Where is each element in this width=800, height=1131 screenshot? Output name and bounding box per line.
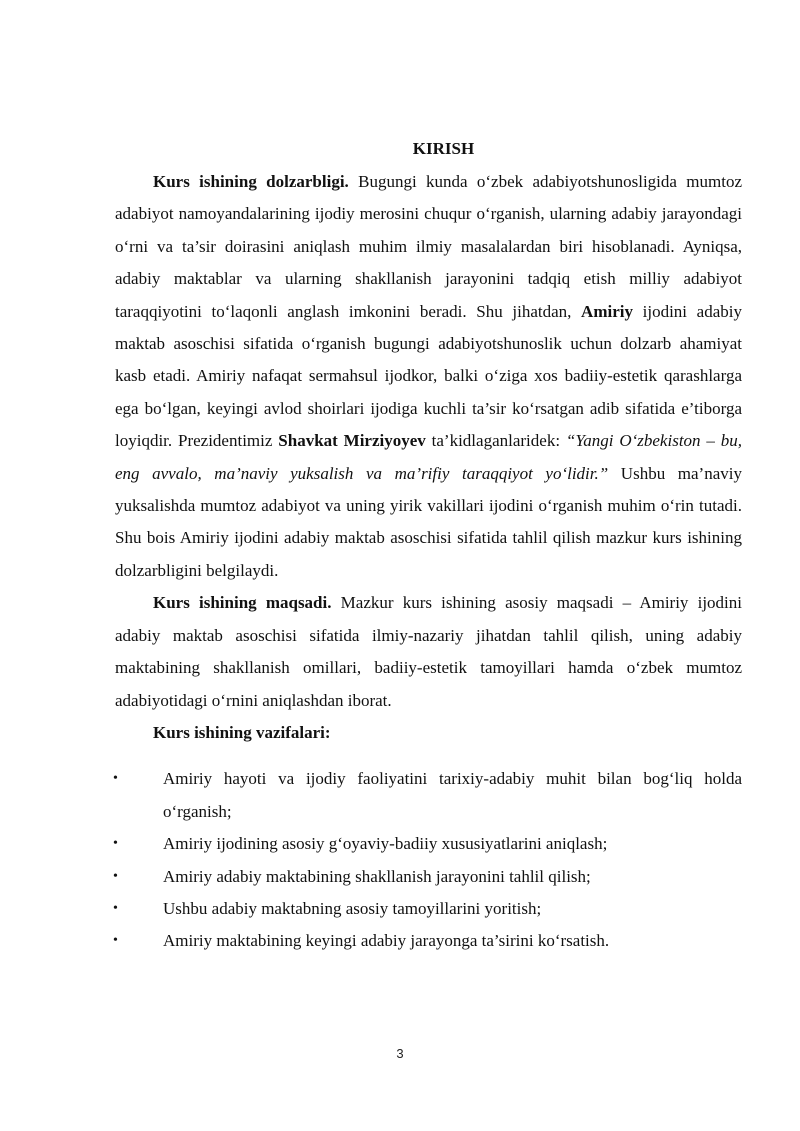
task-text: Amiriy hayoti va ijodiy faoliyatini tarixiy-adabiy muhit bilan bog‘liq holda o‘rganish; xyxy=(163,769,742,821)
bullet-icon: • xyxy=(113,836,118,852)
aim-text: Mazkur kurs ishining asosiy maqsadi – Amiriy ijodini adabiy maktab asoschisi sifatida ilmiy-nazariy jihatdan tahlil qilish, uning adabiy maktabining shakllanish omillari, badiiy-estetik tamoyillari hamda o‘zbek mumtoz adabiyotidagi o‘rnini aniqlashdan iborat. xyxy=(115,593,742,710)
task-text: Amiriy ijodining asosiy g‘oyaviy-badiiy xususiyatlarini aniqlash; xyxy=(163,834,608,854)
section-title: KIRISH xyxy=(412,139,475,158)
president-name: Shavkat Mirziyoyev xyxy=(278,431,426,451)
list-item xyxy=(115,893,742,925)
bullet-icon: • xyxy=(113,933,118,949)
page-number: 3 xyxy=(396,1046,404,1061)
list-item xyxy=(115,925,742,957)
president-quote: “Yangi O‘zbekiston – bu, eng avvalo, ma’naviy yuksalish va ma’rifiy taraqqiyot yo‘lidir.” xyxy=(115,431,743,483)
list-item xyxy=(115,763,742,828)
bullet-icon: • xyxy=(113,771,118,787)
aim-paragraph xyxy=(115,587,742,717)
document-page xyxy=(115,136,742,958)
tasks-heading: Kurs ishining vazifalari: xyxy=(153,722,331,742)
list-item xyxy=(115,861,742,893)
author-name: Amiriy xyxy=(581,301,633,321)
relevance-text-4: Ushbu ma’naviy yuksalishda mumtoz adabiyot va uning yirik vakillari ijodini o‘rganish muhim o‘rin tutadi. Shu bois Amiriy ijodini adabiy maktab asoschisi sifatida tahlil qilish mazkur kurs ishining dolzarbligini belgilaydi. xyxy=(115,463,742,580)
relevance-text-3: ta’kidlaganlaridek: xyxy=(425,431,566,451)
relevance-paragraph xyxy=(115,166,742,587)
tasks-list xyxy=(115,763,742,957)
task-text: Amiriy adabiy maktabining shakllanish jarayonini tahlil qilish; xyxy=(163,866,591,886)
relevance-text-1: Bugungi kunda o‘zbek adabiyotshunosligida mumtoz adabiyot namoyandalarining ijodiy merosini chuqur o‘rganish, ularning adabiy jarayondagi o‘rni va ta’sir doirasini aniqlash muhim ilmiy masalalardan biri hisoblanadi. Ayniqsa, adabiy maktablar va ularning shakllanish jarayonini tadqiq etish milliy adabiyot taraqqiyotini to‘laqonli anglash imkonini beradi. Shu jihatdan, xyxy=(115,172,742,321)
bullet-icon: • xyxy=(113,900,118,916)
list-item xyxy=(115,828,742,860)
task-text: Amiriy maktabining keyingi adabiy jarayonga ta’sirini ko‘rsatish. xyxy=(163,931,610,951)
bullet-icon: • xyxy=(113,868,118,884)
relevance-text-2: ijodini adabiy maktab asoschisi sifatida o‘rganish bugungi adabiyotshunoslik uchun dolzarb ahamiyat kasb etadi. Amiriy nafaqat sermahsul ijodkor, balki o‘ziga xos badiiy-estetik qarashlarga ega bo‘lgan, keyingi avlod shoirlari ijodiga kuchli ta’sir ko‘rsatgan adib sifatida e’tiborga loyiqdir. Prezidentimiz xyxy=(115,301,742,451)
task-text: Ushbu adabiy maktabning asosiy tamoyillarini yoritish; xyxy=(163,898,542,918)
relevance-lead: Kurs ishining dolzarbligi. xyxy=(153,172,349,191)
aim-lead: Kurs ishining maqsadi. xyxy=(153,593,332,613)
